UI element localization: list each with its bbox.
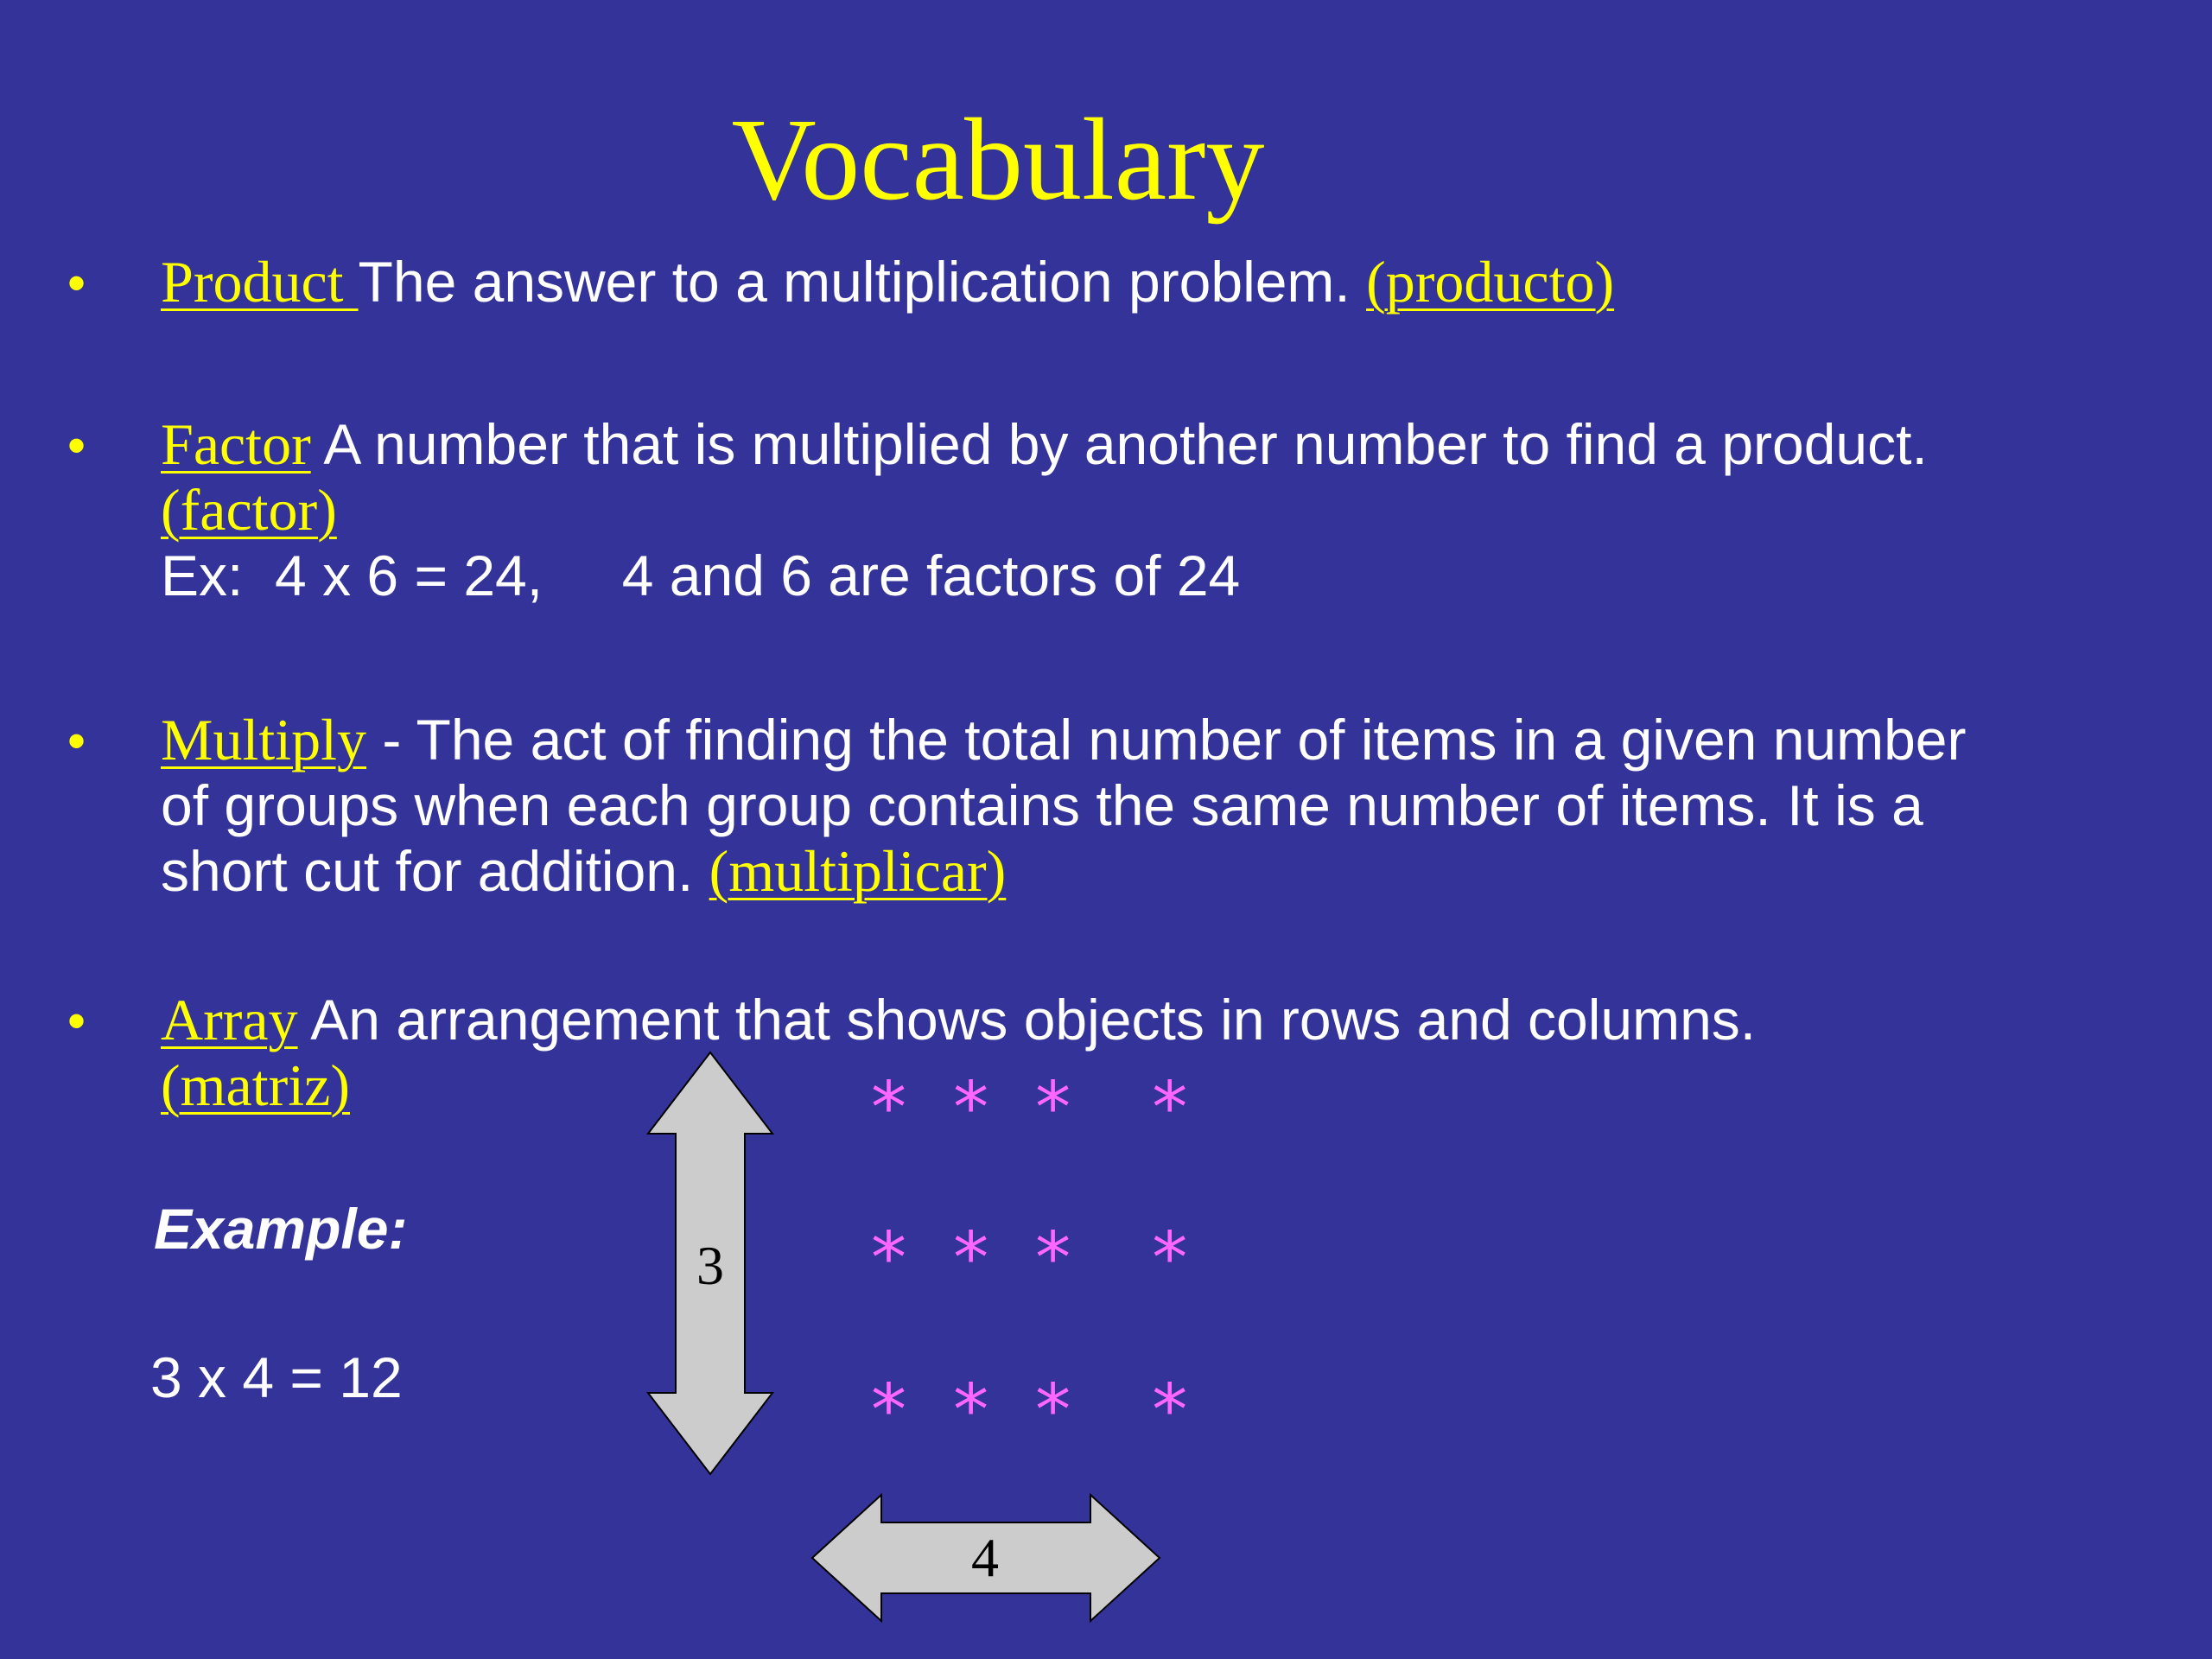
translation-link-product[interactable]: (producto) [1366,249,1615,315]
term-link-factor[interactable]: Factor [161,411,311,477]
translation-link-factor[interactable]: (factor) [161,477,337,543]
definition-multiply: - The act of finding the total number of items in a given number of groups when each group contains the same number of items. It is a short cut for addition. [161,708,1967,903]
translation-link-array[interactable]: (matriz) [161,1052,350,1118]
vocab-item-factor [161,411,2010,608]
slide-title: Vocabulary [731,95,1265,225]
example-label: Example: [154,1197,408,1261]
definition-factor: A number that is multiplied by another number to find a product. [310,412,1928,476]
definition-array: An arrangement that shows objects in rows and columns. [297,988,1757,1052]
definition-product: The answer to a multiplication problem. [358,250,1367,314]
factor-example: Ex: 4 x 6 = 24, 4 and 6 are factors of 24 [161,543,1241,607]
array-star-row: * * * * [871,1067,1200,1149]
bullet-icon: • [67,416,86,474]
term-link-array[interactable]: Array [161,987,298,1052]
vocab-item-multiply [161,707,2010,904]
vocab-item-product [161,249,2010,315]
array-star-row: * * * * [871,1370,1200,1452]
bullet-icon: • [67,254,86,312]
bullet-icon: • [67,992,86,1050]
rows-count-label: 3 [696,1235,724,1296]
array-star-row: * * * * [871,1217,1200,1300]
example-equation: 3 x 4 = 12 [150,1345,403,1409]
columns-count-label: 4 [971,1527,999,1588]
bullet-icon: • [67,712,86,770]
term-link-multiply[interactable]: Multiply [161,707,367,772]
term-link-product[interactable]: Product [161,249,359,315]
translation-link-multiply[interactable]: (multiplicar) [709,838,1007,904]
